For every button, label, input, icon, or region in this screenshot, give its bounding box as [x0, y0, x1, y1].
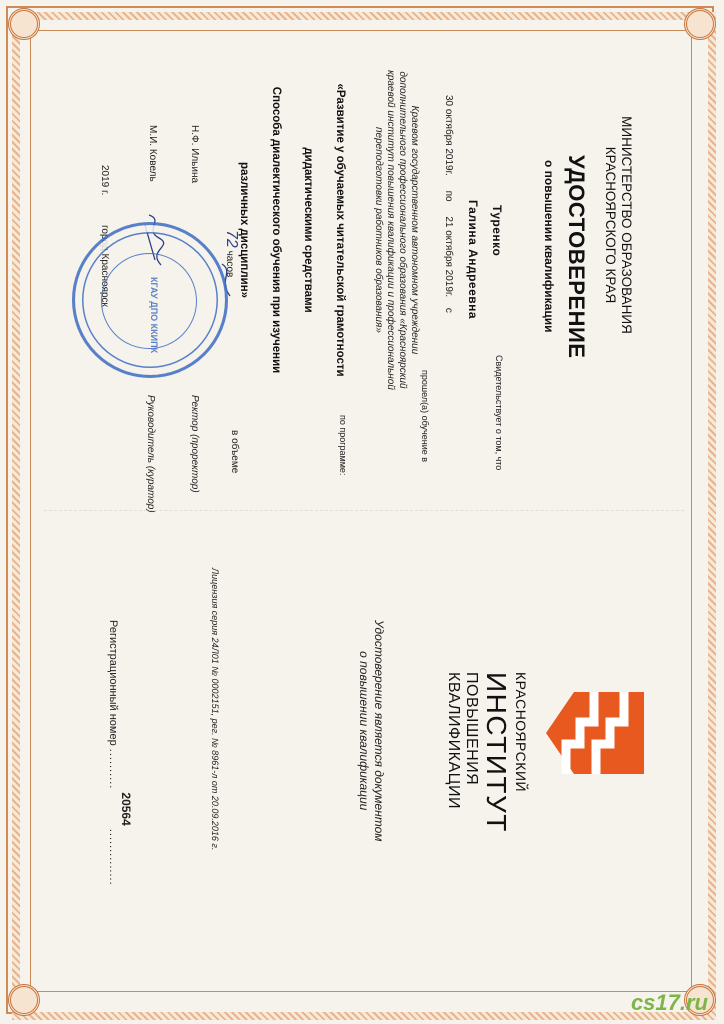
- given-names: Галина Андреевна: [466, 200, 480, 320]
- watermark: cs17.ru: [630, 990, 708, 1015]
- document-subtitle: о повышении квалификации: [542, 160, 556, 333]
- rector-label: Ректор (проректор): [189, 395, 200, 493]
- surname: Туренко: [490, 205, 504, 257]
- head-name: М.И. Ковель: [147, 125, 158, 182]
- document-title: УДОСТОВЕРЕНИЕ: [564, 155, 589, 359]
- period-to-prefix: по: [443, 190, 454, 202]
- registration-label: Регистрационный номер: [107, 620, 119, 746]
- program-line-3: Способа диалектического обучения при изучении: [270, 86, 282, 374]
- head-label: Руководитель (куратор): [145, 395, 156, 513]
- volume-label: в объеме: [229, 430, 240, 474]
- city: город Красноярск: [99, 225, 110, 307]
- registration-number: 20564: [119, 792, 133, 826]
- institution-line-4: переподготовки работников образования»: [373, 127, 384, 333]
- ministry-line-2: КРАСНОЯРСКОГО КРАЯ: [603, 146, 618, 304]
- rector-name: Н.Ф. Ильина: [189, 125, 200, 184]
- license: Лицензия серия 24Л01 № 0002151, рег. № 8961-л от 20.09.2016 г.: [210, 568, 220, 851]
- program-line-4: различных дисциплин»: [238, 161, 250, 299]
- period: [443, 95, 454, 313]
- logo-line-3: ПОВЫШЕНИЯ: [463, 672, 480, 786]
- institution-line-1: Краевом государственном автономном учреждении: [409, 105, 420, 355]
- institution-name: [372, 65, 420, 395]
- stamp-text: КГАУ ДПО ККИПК: [149, 277, 159, 354]
- document-note: [356, 620, 386, 842]
- period-from: 21 октября 2019г.: [443, 216, 454, 298]
- logo-line-2: ИНСТИТУТ: [481, 672, 512, 833]
- institution-line-2: дополнительного профессионального образования «Красноярский: [397, 71, 408, 389]
- fold-line: [44, 510, 684, 511]
- institution-line-3: краевой институт повышения квалификации и профессиональной: [385, 70, 396, 390]
- program-line-1: «Развитие у обучаемых читательской грамотности: [334, 83, 346, 377]
- logo-line-1: КРАСНОЯРСКИЙ: [513, 672, 529, 793]
- document-note-line-1: Удостоверение является документом: [372, 620, 386, 842]
- signature-year: 2019 г.: [99, 165, 110, 196]
- trained-at: прошел(а) обучение в: [420, 370, 430, 463]
- document-note-line-2: о повышении квалификации: [357, 651, 371, 811]
- ministry-header: [602, 95, 634, 355]
- program-title: [228, 60, 356, 400]
- ministry-line-1: МИНИСТЕРСТВО ОБРАЗОВАНИЯ: [619, 116, 634, 334]
- period-from-prefix: с: [443, 307, 454, 313]
- logo-line-4: КВАЛИФИКАЦИИ: [445, 672, 462, 809]
- official-stamp: [72, 222, 228, 378]
- volume-value: 72: [223, 230, 240, 248]
- institute-logo-icon: [546, 692, 644, 774]
- certifies-text: Свидетельствует о том, что: [494, 355, 504, 471]
- registration: Регистрационный номер .......... 20564 ..............: [107, 620, 133, 886]
- program-line-2: дидактическими средствами: [302, 147, 314, 313]
- program-label: по программе:: [338, 415, 348, 476]
- volume-unit: часов: [224, 250, 235, 278]
- period-to: 30 октября 2019г.: [443, 95, 454, 176]
